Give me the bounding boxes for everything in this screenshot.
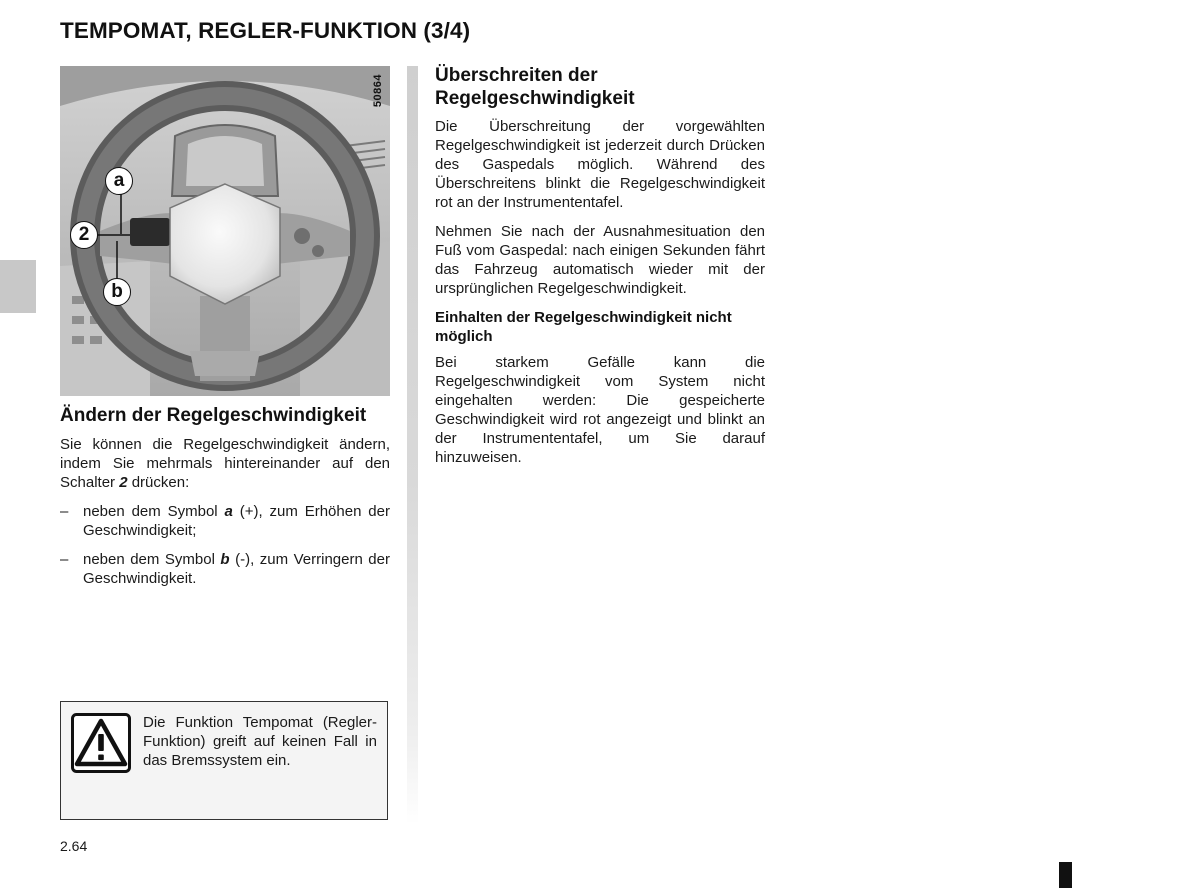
switch-reference: 2 [119,474,128,491]
steering-wheel-drawing [60,66,390,396]
list-dash: – [60,551,69,568]
list-dash: – [60,503,69,520]
paragraph-exceed: Die Überschreitung der vorgewählten Regelgeschwindigkeit ist jederzeit durch Drücken des Gaspedals möglich. Während des Überschreitens blinkt die Regelgeschwindigkeit rot an der Instrumententafel. [435,118,765,211]
symbol-reference: b [220,551,230,568]
figure-reference-code: 50864 [372,74,384,108]
callout-label-a: a [105,167,133,195]
intro-text-before: Sie können die Regelgeschwindigkeit ändern, indem Sie mehrmals hintereinander auf den Schalter [60,436,390,491]
list-item [60,550,390,588]
callout-label-b: b [103,278,131,306]
left-column [60,404,390,598]
column-divider [407,66,418,824]
list-item-text-after: (+), zum Erhöhen der Geschwindigkeit; [83,503,390,539]
paragraph-downhill: Bei starkem Gefälle kann die Regelgeschwindigkeit vom System nicht eingehalten werden: Die gespeicherte Geschwindigkeit wird rot angezeigt und blinkt an der Instrumententafel, um Sie darauf hinzuweisen. [435,354,765,466]
list-item [60,502,390,540]
right-column [435,64,765,477]
section-heading-change-speed: Ändern der Regelgeschwindigkeit [60,405,367,426]
chapter-tab-marker [0,260,36,313]
subheading-speed-not-maintained: Einhalten der Regelgeschwindigkeit nicht möglich [435,309,732,345]
page-title: TEMPOMAT, REGLER-FUNKTION (3/4) [60,18,471,43]
callout-label-2: 2 [70,221,98,249]
warning-text: Die Funktion Tempomat (Regler-Funktion) greift auf keinen Fall in das Bremssystem ein. [143,714,377,769]
intro-paragraph [60,435,390,492]
warning-box [60,701,388,820]
section-heading-exceed-speed: Überschreiten der Regelgeschwindigkeit [435,65,635,109]
symbol-reference: a [224,503,233,520]
list-item-text-after: (-), zum Verringern der Geschwindigkeit. [83,551,390,587]
steering-wheel-illustration [60,66,390,396]
page-corner-marker [1059,862,1072,888]
page-number: 2.64 [60,838,88,854]
warning-triangle-icon [71,713,131,773]
instruction-list [60,502,390,588]
list-item-text-before: neben dem Symbol [83,503,225,520]
paragraph-resume: Nehmen Sie nach der Ausnahmesituation den Fuß vom Gaspedal: nach einigen Sekunden fährt das Fahrzeug automatisch wieder mit der ursprünglichen Regelgeschwindigkeit. [435,223,765,297]
intro-text-after: drücken: [127,474,190,491]
list-item-text-before: neben dem Symbol [83,551,221,568]
